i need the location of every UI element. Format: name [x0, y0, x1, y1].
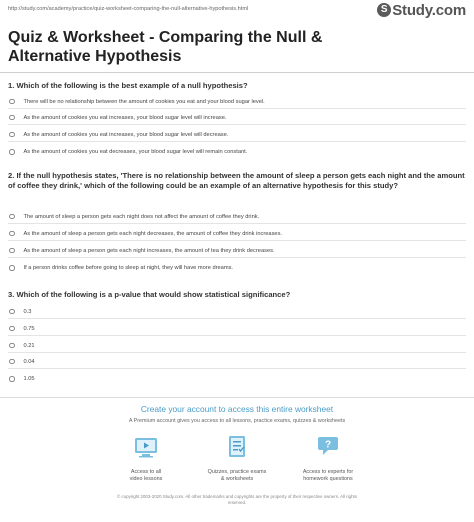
answer-option[interactable]	[8, 210, 466, 224]
radio-button[interactable]	[9, 309, 15, 315]
answer-option-text: 1.05	[23, 376, 35, 382]
answer-option[interactable]	[8, 95, 466, 109]
radio-button[interactable]	[9, 149, 15, 155]
answer-option-text: As the amount of cookies you eat increases, your blood sugar level will increase.	[23, 114, 227, 121]
feature-label: Access to experts for	[302, 469, 354, 475]
feature-label: Access to all	[130, 469, 162, 475]
promo-subtext: A Premium account gives you access to all lessons, practice exams, quizzes & worksheets	[128, 418, 346, 424]
answer-option-text: 0.04	[23, 358, 35, 365]
answer-option-text: If a person drinks coffee before going to sleep at night, they will have more dreams.	[23, 265, 234, 271]
radio-button[interactable]	[9, 248, 15, 254]
radio-button[interactable]	[9, 231, 15, 237]
answer-option[interactable]	[8, 111, 466, 125]
answer-option[interactable]	[8, 145, 466, 159]
copyright-line: © copyright 2003-2020 Study.com. All other trademarks and copyrights are the property of their respective owners. All rights	[117, 494, 357, 499]
answer-option-text: 0.21	[23, 342, 35, 349]
copyright-footer	[0, 494, 474, 506]
answer-option[interactable]	[8, 227, 466, 241]
answer-option-text: As the amount of cookies you eat increases, your blood sugar level will decrease.	[23, 131, 229, 138]
answer-option[interactable]	[8, 339, 466, 353]
answer-option-text: 0.75	[23, 325, 35, 332]
create-account-link[interactable]: Create your account to access this entire worksheet	[140, 404, 334, 414]
feature-quizzes	[192, 434, 282, 483]
study-logo[interactable]	[377, 2, 466, 18]
feature-video-lessons	[101, 434, 191, 483]
answer-option[interactable]	[8, 372, 466, 386]
answer-option[interactable]	[8, 244, 466, 258]
answer-option[interactable]	[8, 261, 466, 275]
question-3: 3. Which of the following is a p-value that would show statistical significance?	[8, 290, 291, 299]
title-divider	[0, 72, 474, 73]
svg-text:?: ?	[324, 439, 332, 451]
question-2: 2. If the null hypothesis states, 'There is no relationship between the amount of sleep a person gets each night and the amount of coffee they drink,' which of the following could be an example of an alternative hypothesis for this study?	[8, 171, 465, 191]
radio-button[interactable]	[9, 115, 15, 121]
expert-help-icon	[315, 434, 341, 460]
answer-option-text: As the amount of sleep a person gets each night decreases, the amount of coffee they drink increases.	[23, 230, 283, 237]
video-lesson-icon	[133, 434, 159, 460]
radio-button[interactable]	[9, 214, 15, 220]
feature-label: & worksheets	[220, 476, 254, 482]
feature-experts	[283, 434, 373, 483]
feature-label: homework questions	[303, 476, 353, 482]
logo-text: Study.com	[392, 1, 466, 19]
answer-option[interactable]	[8, 305, 466, 319]
logo-badge-icon: S	[377, 3, 391, 17]
page-title: Quiz & Worksheet - Comparing the Null & Alternative Hypothesis	[8, 29, 323, 65]
promo-divider	[0, 397, 474, 398]
quiz-worksheet-icon	[224, 434, 250, 460]
radio-button[interactable]	[9, 343, 15, 349]
page-url: http://study.com/academy/practice/quiz-worksheet-comparing-the-null-alternative-hypothesis.html	[8, 6, 249, 12]
radio-button[interactable]	[9, 132, 15, 138]
radio-button[interactable]	[9, 99, 15, 105]
answer-option[interactable]	[8, 128, 466, 142]
radio-button[interactable]	[9, 359, 15, 365]
page-header	[0, 0, 474, 22]
answer-option[interactable]	[8, 322, 466, 336]
answer-option[interactable]	[8, 355, 466, 369]
answer-option-text: There will be no relationship between the amount of cookies you eat and your blood sugar level.	[23, 98, 265, 105]
answer-option-text: As the amount of sleep a person gets each night increases, the amount of tea they drink decreases.	[23, 247, 275, 254]
copyright-line: reserved.	[227, 500, 247, 506]
answer-option-text: The amount of sleep a person gets each night does not affect the amount of coffee they drink.	[23, 213, 260, 220]
feature-label: video lessons	[129, 476, 163, 482]
answer-option-text: As the amount of cookies you eat decreases, your blood sugar level will remain constant.	[23, 149, 248, 155]
radio-button[interactable]	[9, 376, 15, 382]
answer-option-text: 0.3	[23, 308, 32, 315]
question-1: 1. Which of the following is the best example of a null hypothesis?	[8, 81, 248, 90]
feature-label: Quizzes, practice exams	[207, 469, 267, 475]
radio-button[interactable]	[9, 265, 15, 271]
radio-button[interactable]	[9, 326, 15, 332]
